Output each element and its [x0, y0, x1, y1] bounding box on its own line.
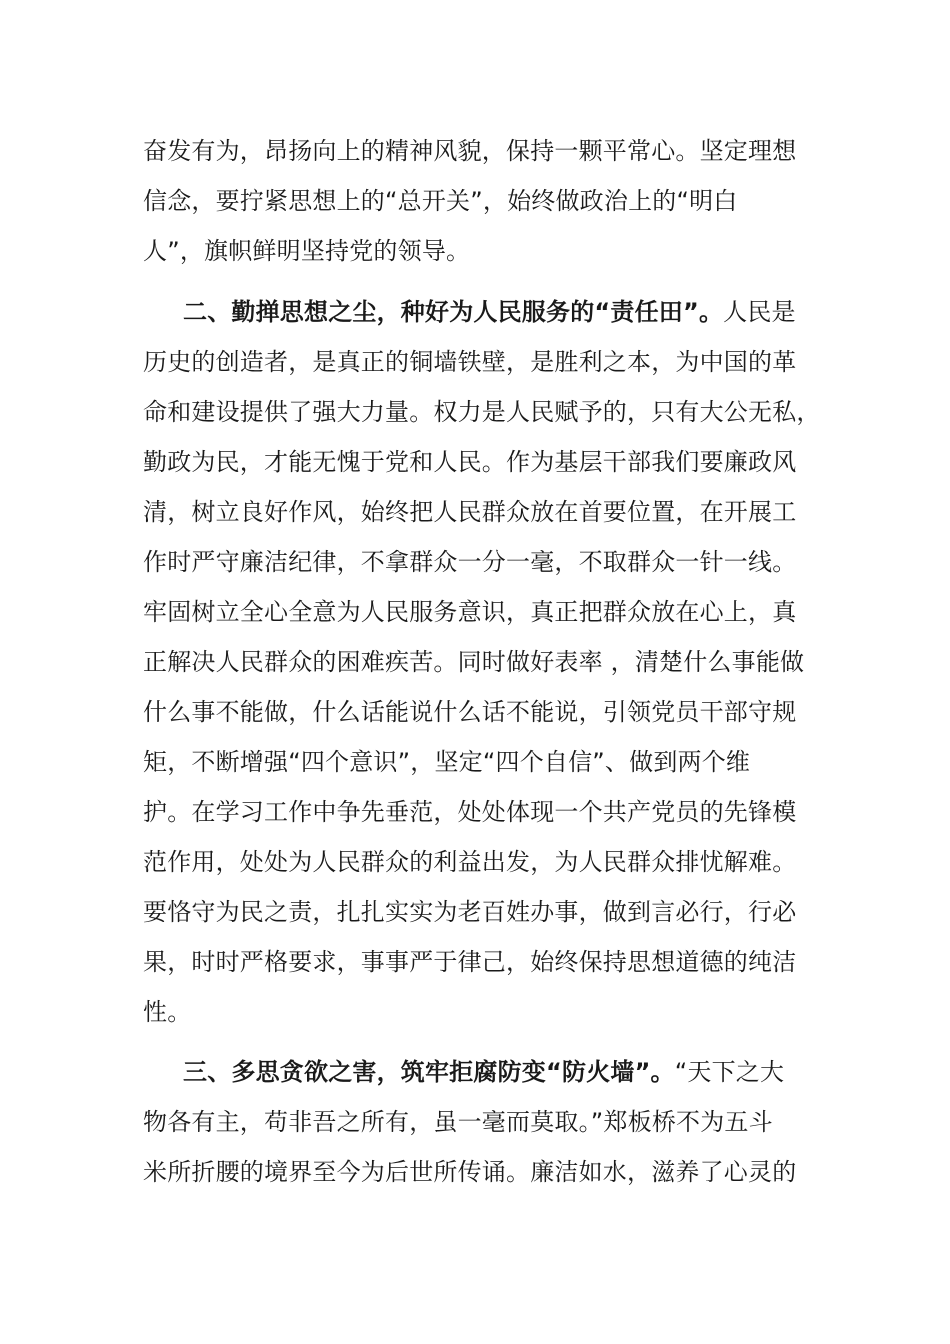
text-line: 米所折腰的境界至今为后世所传诵。廉洁如水，滋养了心灵的: [143, 1158, 797, 1186]
text-fragment: 人民是: [723, 298, 796, 326]
paragraph-3: [143, 1047, 813, 1197]
text-fragment: “天下之大: [674, 1058, 785, 1086]
text-line: 信念，要拧紧思想上的“总开关”，始终做政治上的“明白: [143, 187, 738, 215]
text-line: 要恪守为民之责，扎扎实实为老百姓办事，做到言必行，行必: [143, 898, 797, 926]
section-heading-3: 三、多思贪欲之害，筑牢拒腐防变“防火墙”。: [183, 1058, 675, 1086]
paragraph-2: [143, 287, 821, 1037]
paragraph-3-first-line: [143, 1047, 813, 1097]
text-line: 性。: [143, 998, 192, 1026]
text-line: 正解决人民群众的困难疾苦。同时做好表率 ，清楚什么事能做: [143, 648, 805, 676]
section-heading-2: 二、勤掸思想之尘，种好为人民服务的“责任田”。: [183, 298, 724, 326]
text-line: 人”，旗帜鲜明坚持党的领导。: [143, 237, 471, 265]
text-line: 勤政为民，才能无愧于党和人民。作为基层干部我们要廉政风: [143, 448, 797, 476]
text-line: 作时严守廉洁纪律，不拿群众一分一毫，不取群众一针一线。: [143, 548, 797, 576]
text-line: 范作用，处处为人民群众的利益出发，为人民群众排忧解难。: [143, 848, 797, 876]
text-line: 命和建设提供了强大力量。权力是人民赋予的，只有大公无私，: [143, 398, 821, 426]
paragraph-2-first-line: [143, 287, 813, 337]
text-line: 果，时时严格要求，事事严于律己，始终保持思想道德的纯洁: [143, 948, 797, 976]
text-line: 牢固树立全心全意为人民服务意识，真正把群众放在心上，真: [143, 598, 797, 626]
text-line: 护。在学习工作中争先垂范，处处体现一个共产党员的先锋模: [143, 798, 797, 826]
text-line: 清，树立良好作风，始终把人民群众放在首要位置，在开展工: [143, 498, 797, 526]
text-line: 奋发有为，昂扬向上的精神风貌，保持一颗平常心。坚定理想: [143, 137, 797, 165]
text-line: 矩，不断增强“四个意识”，坚定“四个自信”、做到两个维: [143, 748, 751, 776]
paragraph-1: [143, 126, 813, 276]
text-line: 什么事不能做，什么话能说什么话不能说，引领党员干部守规: [143, 698, 797, 726]
text-line: 物各有主，苟非吾之所有，虽一毫而莫取。”郑板桥不为五斗: [143, 1108, 773, 1136]
text-line: 历史的创造者，是真正的铜墙铁壁，是胜利之本，为中国的革: [143, 348, 797, 376]
